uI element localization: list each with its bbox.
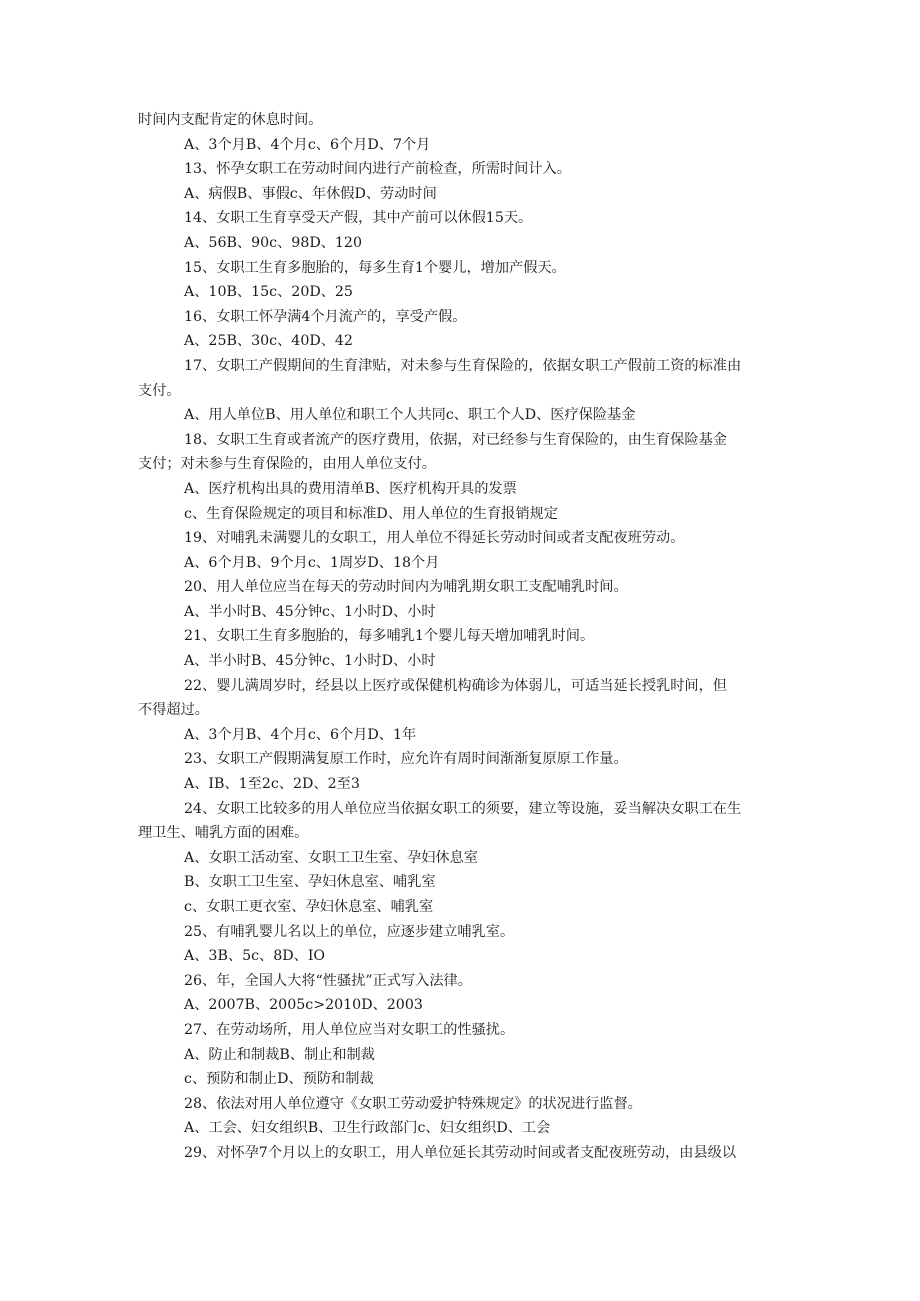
- answer-options: c、预防和制止D、预防和制裁: [184, 1071, 374, 1088]
- question-17-continuation: 支付。: [138, 382, 181, 399]
- question-23: 23、女职工产假期满复原工作时，应允许有周时间渐渐复原原工作量。: [184, 751, 628, 768]
- answer-options: A、2007B、2005c>2010D、2003: [184, 997, 423, 1014]
- document-page: [138, 108, 798, 1166]
- answer-options: A、防止和制裁B、制止和制裁: [184, 1046, 375, 1063]
- question-27: 27、在劳动场所，用人单位应当对女职工的性骚扰。: [184, 1021, 515, 1038]
- question-21: 21、女职工生育多胞胎的，每多哺乳1个婴儿每天增加哺乳时间。: [184, 628, 595, 645]
- answer-options: A、3个月B、4个月c、6个月D、7个月: [184, 136, 431, 153]
- answer-options: A、工会、妇女组织B、卫生行政部门c、妇女组织D、工会: [184, 1120, 551, 1137]
- question-18: 18、女职工生育或者流产的医疗费用，依据，对已经参与生育保险的，由生育保险基金: [184, 431, 727, 448]
- question-24-continuation: 理卫生、哺乳方面的困难。: [138, 825, 309, 842]
- answer-options: A、3B、5c、8D、IO: [184, 948, 326, 965]
- question-22: 22、婴儿满周岁时，经县以上医疗或保健机构确诊为体弱儿，可适当延长授乳时间，但: [184, 677, 727, 694]
- question-20: 20、用人单位应当在每天的劳动时间内为哺乳期女职工支配哺乳时间。: [184, 579, 628, 596]
- question-29: 29、对怀孕7个月以上的女职工，用人单位延长其劳动时间或者支配夜班劳动，由县级以: [184, 1144, 737, 1161]
- question-13: 13、怀孕女职工在劳动时间内进行产前检查，所需时间计入。: [184, 161, 571, 178]
- question-18-continuation: 支付；对未参与生育保险的，由用人单位支付。: [138, 456, 436, 473]
- answer-options: A、25B、30c、40D、42: [184, 333, 353, 350]
- text-line: 时间内支配肯定的休息时间。: [138, 112, 323, 128]
- question-16: 16、女职工怀孕满4个月流产的，享受产假。: [184, 308, 467, 325]
- question-26: 26、年，全国人大将“性骚扰”正式写入法律。: [184, 972, 472, 989]
- answer-options: A、10B、15c、20D、25: [184, 284, 353, 301]
- question-17: 17、女职工产假期间的生育津贴，对未参与生育保险的，依据女职工产假前工资的标准由: [184, 357, 742, 374]
- answer-options: A、56B、90c、98D、120: [184, 234, 362, 251]
- question-14: 14、女职工生育享受天产假，其中产前可以休假15天。: [184, 210, 533, 227]
- question-25: 25、有哺乳婴儿名以上的单位，应逐步建立哺乳室。: [184, 923, 515, 940]
- question-22-continuation: 不得超过。: [138, 702, 209, 719]
- answer-options: A、医疗机构出具的费用清单B、医疗机构开具的发票: [184, 480, 517, 497]
- answer-options: A、半小时B、45分钟c、1小时D、小时: [184, 653, 436, 670]
- answer-options: A、6个月B、9个月c、1周岁D、18个月: [184, 554, 440, 571]
- answer-options: A、IB、1至2c、2D、2至3: [184, 776, 360, 793]
- question-24: 24、女职工比较多的用人单位应当依据女职工的须要，建立等设施，妥当解决女职工在生: [184, 800, 742, 817]
- answer-options: A、用人单位B、用人单位和职工个人共同c、职工个人D、医疗保险基金: [184, 407, 636, 424]
- answer-options: A、病假B、事假c、年休假D、劳动时间: [184, 185, 437, 202]
- question-19: 19、对哺乳未满婴儿的女职工，用人单位不得延长劳动时间或者支配夜班劳动。: [184, 530, 685, 547]
- answer-option-a: A、女职工活动室、女职工卫生室、孕妇休息室: [184, 849, 478, 866]
- answer-options: A、3个月B、4个月c、6个月D、1年: [184, 726, 417, 743]
- answer-option-b: B、女职工卫生室、孕妇休息室、哺乳室: [184, 874, 436, 891]
- question-28: 28、依法对用人单位遵守《女职工劳动爱护特殊规定》的状况进行监督。: [184, 1095, 642, 1112]
- answer-options: c、生育保险规定的项目和标准D、用人单位的生育报销规定: [184, 505, 559, 522]
- answer-option-c: c、女职工更衣室、孕妇休息室、哺乳室: [184, 899, 434, 915]
- answer-options: A、半小时B、45分钟c、1小时D、小时: [184, 603, 436, 620]
- question-15: 15、女职工生育多胞胎的，每多生育1个婴儿，增加产假天。: [184, 259, 566, 276]
